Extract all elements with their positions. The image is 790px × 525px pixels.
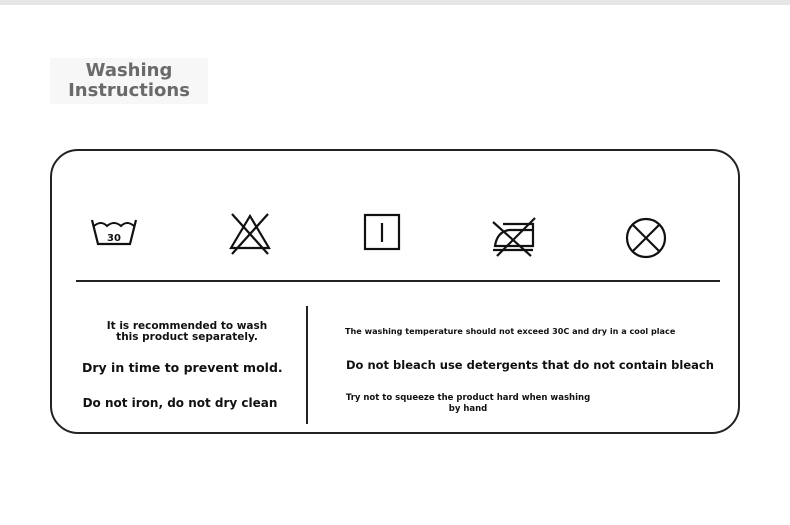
do-not-bleach-icon — [224, 210, 276, 258]
right-instruction-1: The washing temperature should not exceed 30C and dry in a cool place — [345, 326, 676, 336]
title-line-1: Washing — [85, 60, 173, 81]
dry-flat-icon — [356, 210, 408, 258]
do-not-iron-icon — [489, 212, 541, 260]
section-divider-horizontal — [76, 280, 720, 282]
left-instruction-3: Do not iron, do not dry clean — [82, 396, 278, 410]
left-instruction-2: Dry in time to prevent mold. — [82, 360, 283, 375]
right-instruction-2: Do not bleach use detergents that do not contain bleach — [346, 358, 714, 372]
wash-30-icon — [88, 210, 140, 258]
section-divider-vertical — [306, 306, 308, 424]
left-instruction-1: It is recommended to wash this product separately. — [106, 320, 268, 343]
page-title — [50, 58, 208, 104]
wash-temperature-label: 30 — [107, 233, 121, 244]
instructions-card — [50, 149, 740, 434]
top-border-strip — [0, 0, 790, 5]
title-line-2: Instructions — [68, 80, 190, 101]
do-not-dry-clean-icon — [620, 214, 672, 262]
right-instruction-3: Try not to squeeze the product hard when washing by hand — [345, 393, 591, 414]
